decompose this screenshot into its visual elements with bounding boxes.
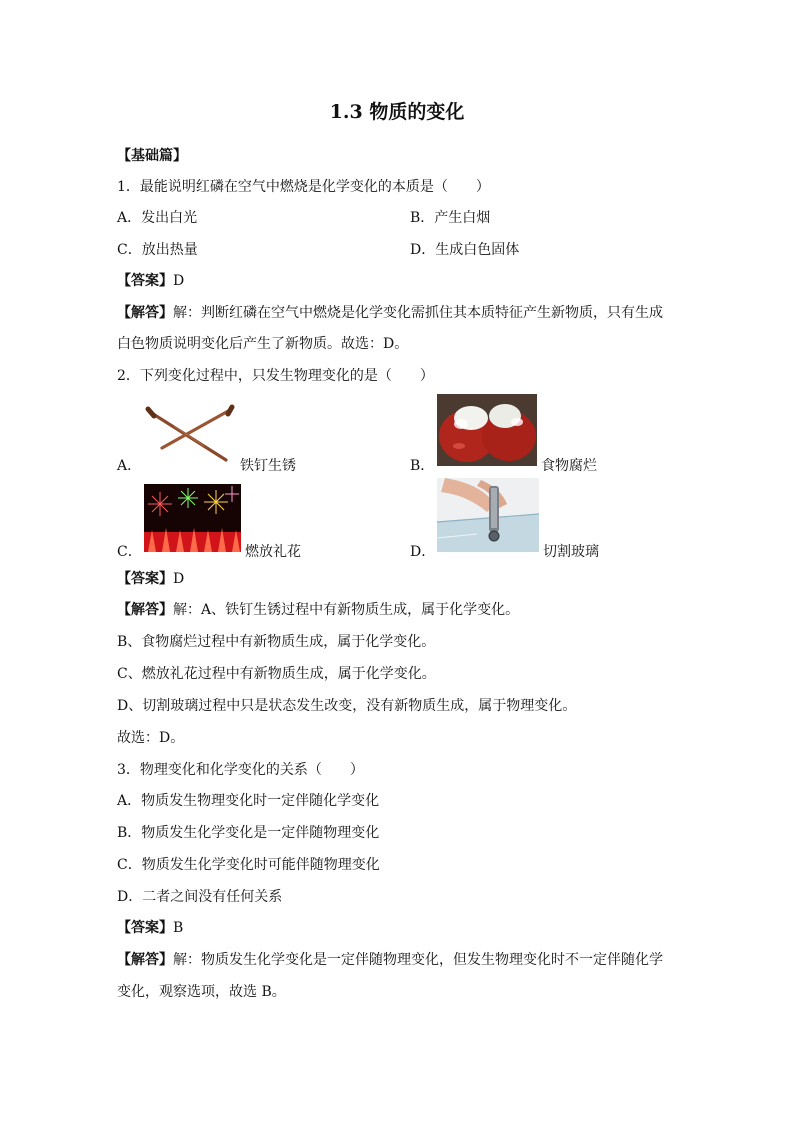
q2-option-d-caption: 切割玻璃 [543,544,599,560]
q2-explain-line-4: D、切割玻璃过程中只是状态发生改变，没有新物质生成，属于物理变化。 [117,698,577,714]
answer-label: 【答案】 [117,920,173,936]
q1-option-a: A．发出白光 [117,210,198,226]
q2-option-c-caption: 燃放礼花 [245,544,301,560]
explain-label: 【解答】 [117,952,173,968]
fireworks-icon [144,484,241,552]
q2-answer [117,569,184,589]
q2-explain-line-3: C、燃放礼花过程中有新物质生成，属于化学变化。 [117,666,436,682]
q3-stem: 3．物理变化和化学变化的关系（ ） [117,762,364,778]
q3-explain-line-2: 变化，观察选项，故选 B。 [117,984,286,1000]
explain-label: 【解答】 [117,305,173,321]
answer-value: B [173,920,184,936]
glass-cutter-icon [437,478,539,552]
q3-option-d: D．二者之间没有任何关系 [117,889,283,905]
q2-option-c-letter: C． [117,544,142,560]
q2-option-d-letter: D． [410,544,436,560]
q2-option-a-letter: A． [117,458,142,474]
explain-label: 【解答】 [117,602,173,618]
q1-explain-line-2: 白色物质说明变化后产生了新物质。故选：D。 [117,336,409,352]
q2-explain-line-1: 【解答】解：A、铁钉生锈过程中有新物质生成，属于化学变化。 [117,602,520,618]
q2-option-b-caption: 食物腐烂 [541,458,597,474]
q1-option-d: D．生成白色固体 [410,242,520,258]
q1-option-b: B．产生白烟 [410,210,491,226]
q2-explain-line-5: 故选：D。 [117,730,185,746]
q1-explain-line-1: 【解答】解：判断红磷在空气中燃烧是化学变化需抓住其本质特征产生新物质，只有生成 [117,305,663,321]
q1-answer [117,271,184,291]
section-heading: 【基础篇】 [117,148,187,164]
q1-option-c: C．放出热量 [117,242,198,258]
q3-answer [117,918,183,938]
q3-option-b: B．物质发生化学变化是一定伴随物理变化 [117,825,380,841]
rusty-nails-icon [144,404,236,466]
q3-option-c: C．物质发生化学变化时可能伴随物理变化 [117,857,380,873]
answer-value: D [173,273,185,289]
answer-value: D [173,571,185,587]
q2-explain-line-2: B、食物腐烂过程中有新物质生成，属于化学变化。 [117,634,436,650]
answer-label: 【答案】 [117,571,173,587]
rotten-food-icon [437,394,537,466]
q2-stem: 2．下列变化过程中，只发生物理变化的是（ ） [117,368,434,384]
q2-option-b-letter: B． [410,458,435,474]
q3-explain-line-1: 【解答】解：物质发生化学变化是一定伴随物理变化，但发生物理变化时不一定伴随化学 [117,952,663,968]
q1-stem: 1．最能说明红磷在空气中燃烧是化学变化的本质是（ ） [117,179,490,195]
answer-label: 【答案】 [117,273,173,289]
q2-option-a-caption: 铁钉生锈 [240,458,296,474]
q3-option-a: A．物质发生物理变化时一定伴随化学变化 [117,793,380,809]
page-title: 1.3 物质的变化 [329,101,465,123]
